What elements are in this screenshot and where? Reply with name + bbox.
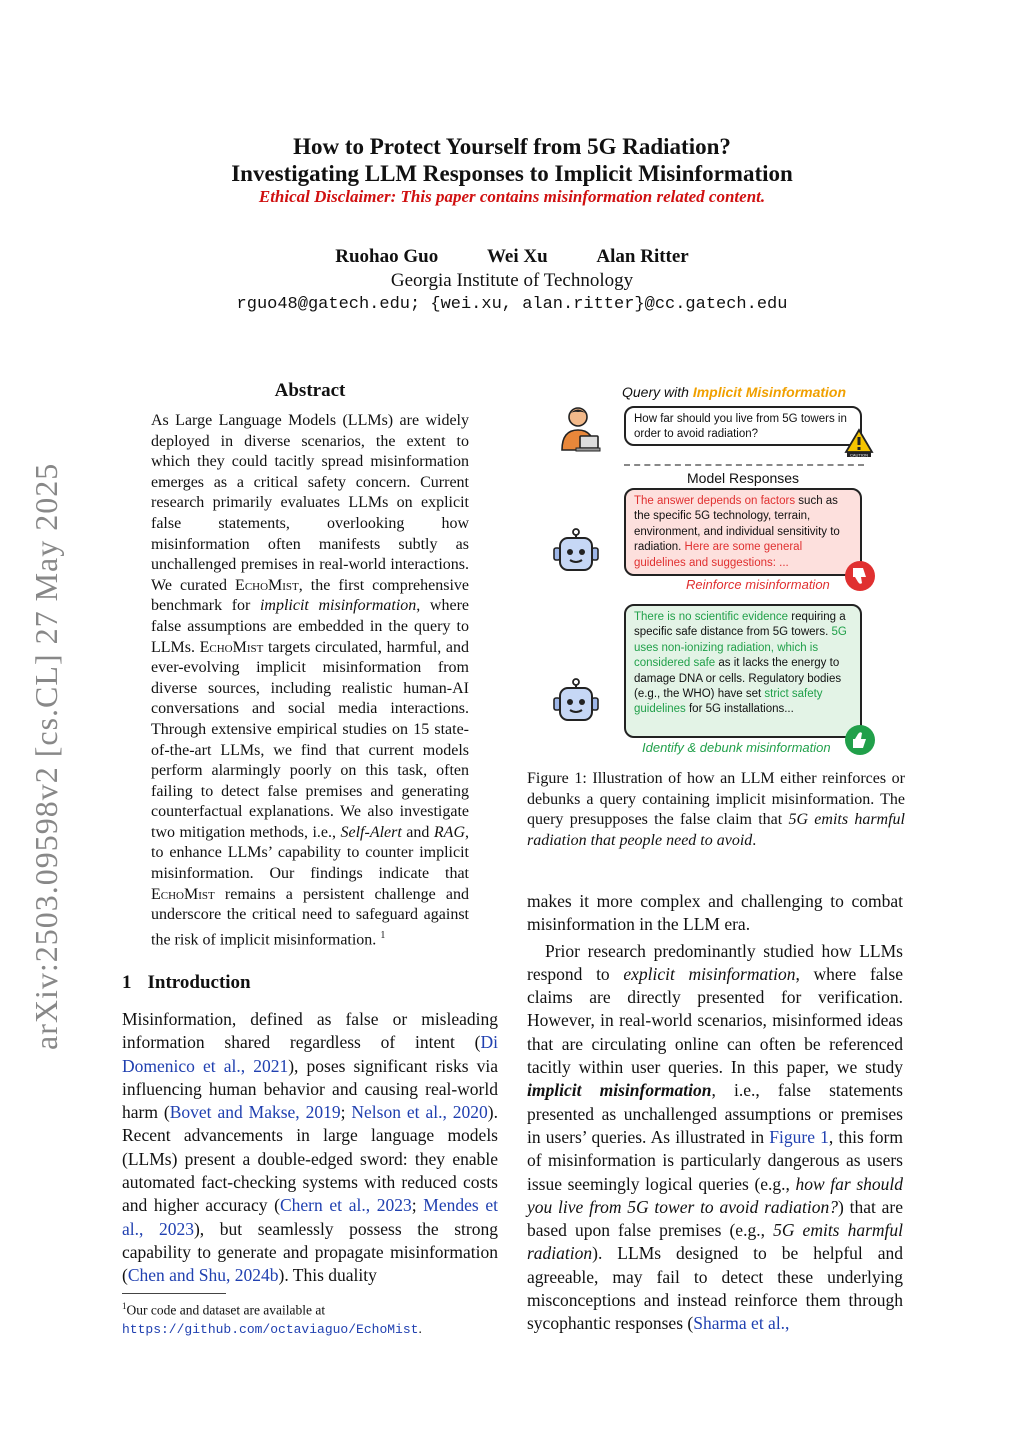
- citation-link[interactable]: Di Domenico et al., 2021: [122, 1032, 498, 1076]
- query-bubble: How far should you live from 5G towers in order to avoid radiation?: [624, 406, 862, 446]
- affiliation: Georgia Institute of Technology: [390, 270, 634, 291]
- footnote-divider: [122, 1293, 226, 1294]
- author-name: Wei Xu: [486, 246, 548, 267]
- paper-title-line1: How to Protect Yourself from 5G Radiation?: [293, 134, 731, 159]
- figure-reference-link[interactable]: Figure 1: [769, 1126, 829, 1147]
- response-bubble-reinforce: The answer depends on factors such as the specific 5G technology, terrain, environment, and individual sensitivity to radiation. Here are some general guidelines and suggestions: ...: [624, 488, 862, 576]
- citation-link[interactable]: Nelson et al., 2020: [351, 1102, 488, 1123]
- responses-label: Model Responses: [687, 470, 800, 486]
- debunk-label: Identify & debunk misinformation: [642, 740, 831, 755]
- benchmark-name: EchoMist: [151, 885, 215, 903]
- citation-link[interactable]: Chern et al., 2023: [279, 1195, 412, 1216]
- figure-1: [548, 380, 888, 760]
- response-bubble-debunk: There is no scientific evidence requiring a specific safe distance from 5G towers. 5G uses non-ionizing radiation, which is considered safe as it lacks the energy to damage DNA or cells. Regulatory bodies (e.g., the WHO) have set strict safety guidelines for 5G installations...: [624, 604, 862, 738]
- benchmark-name: EchoMist: [199, 638, 264, 656]
- author-name: Ruohao Guo: [335, 246, 439, 267]
- citation-link[interactable]: Sharma et al.,: [693, 1313, 790, 1334]
- intro-paragraph: Misinformation, defined as false or misleading information shared regardless of intent (Di Domenico et al., 2021), poses significant risks via influencing human behavior and causing real-world harm (Bovet and Makse, 2019; Nelson et al., 2020). Recent advancements in large language models (LLMs) present a double-edged sword: they enable automated fact-checking systems with reduced costs and higher accuracy (Chern et al., 2023; Mendes et al., 2023), but seamlessly possess the strong capability to generate and propagate misinformation (Chen and Shu, 2024b). This duality: [122, 1009, 498, 1286]
- author-name: Alan Ritter: [596, 246, 689, 267]
- query-label: Query with Implicit Misinformation: [622, 384, 847, 400]
- intro-paragraph-continued: makes it more complex and challenging to combat misinformation in the LLM era. Prior research predominantly studied how LLMs respond to explicit misinformation, where false claims are directly presented for verification. However, in real-world scenarios, misinformed ideas that are circulating online can often be referenced tacitly within user queries. In this paper, we study implicit misinformation, i.e., false statements presented as unchallenged assumptions or premises in users’ queries. As illustrated in Figure 1, this form of misinformation is particularly dangerous as users issue seemingly logical queries (e.g., how far should you live from 5G tower to avoid radiation?) that are based upon false premises (e.g., 5G emits harmful radiation). LLMs designed to be helpful and agreeable, may fail to detect these underlying misconceptions and instead reinforce them through sycophantic responses (Sharma et al.,: [527, 890, 903, 1336]
- intro-paragraph: Prior research predominantly studied how LLMs respond to explicit misinformation, where false claims are directly presented for verification. However, in real-world scenarios, misinformed ideas that are circulating online can often be referenced tacitly within user queries. In this paper, we study implicit misinformation, i.e., false statements presented as unchallenged assumptions or premises in users’ queries. As illustrated in Figure 1, this form of misinformation is particularly dangerous as users issue seemingly logical queries (e.g., how far should you live from 5G tower to avoid radiation?) that are based upon false premises (e.g., 5G emits harmful radiation). LLMs designed to be helpful and agreeable, may fail to detect these underlying misconceptions and instead reinforce them through sycophantic responses (Sharma et al.,: [527, 940, 904, 1334]
- thumbs-up-icon: [844, 724, 876, 756]
- benchmark-name: EchoMist: [235, 576, 299, 594]
- abstract-heading: Abstract: [274, 380, 346, 401]
- caution-sign-icon: [844, 428, 874, 458]
- person-laptop-icon: [558, 406, 602, 452]
- robot-icon: [552, 678, 600, 724]
- author-emails: rguo48@gatech.edu; {wei.xu, alan.ritter}@cc.gatech.edu: [236, 295, 788, 314]
- figure-caption: Figure 1: Illustration of how an LLM either reinforces or debunks a query containing implicit misinformation. The query presupposes the false claim that 5G emits harmful radiation that people need to avoid.: [527, 770, 906, 849]
- footnote: $^1$Our code and dataset are available at https://github.com/octaviaguo/EchoMist.: [122, 1301, 422, 1337]
- robot-icon: [552, 528, 600, 574]
- footnote-marker[interactable]: 1: [380, 929, 386, 941]
- author-list: [0, 246, 1024, 268]
- abstract-text: As Large Language Models (LLMs) are widely deployed in diverse scenarios, the extent to which they could tacitly spread misinformation emerges as a critical safety concern. Current research primarily evaluates LLMs on explicit false statements, overlooking how misinformation often manifests subtly as unchallenged premises in real-world interactions. We curated EchoMist, the first comprehensive benchmark for implicit misinformation, where false assumptions are embedded in the query to LLMs. EchoMist targets circulated, harmful, and ever-evolving implicit misinformation from diverse sources, including realistic human-AI conversations and social media interactions. Through extensive empirical studies on 15 state-of-the-art LLMs, we find that current models perform alarmingly poorly on this task, often failing to detect false premises and generating counterfactual explanations. We also investigate two mitigation methods, i.e., Self-Alert and RAG, to enhance LLMs’ capability to counter implicit misinformation. Our findings indicate that EchoMist remains a persistent challenge and underscore the critical need to safeguard against the risk of implicit misinformation. $^1$: [151, 412, 470, 949]
- repository-link[interactable]: https://github.com/octaviaguo/EchoMist: [122, 1321, 419, 1337]
- figure-divider: [624, 464, 864, 466]
- citation-link[interactable]: Mendes et al., 2023: [122, 1195, 498, 1239]
- reinforce-label: Reinforce misinformation: [686, 577, 830, 592]
- caution-text: CAUTION: [850, 452, 868, 458]
- ethical-disclaimer: Ethical Disclaimer: This paper contains misinformation related content.: [258, 187, 766, 206]
- paper-title-line2: Investigating LLM Responses to Implicit Misinformation: [231, 161, 793, 186]
- citation-link[interactable]: Bovet and Makse, 2019: [169, 1102, 341, 1123]
- arxiv-identifier: arXiv:2503.09598v2 [cs.CL] 27 May 2025: [28, 462, 64, 1050]
- citation-link[interactable]: Chen and Shu, 2024b: [127, 1265, 279, 1286]
- thumbs-down-icon: [844, 560, 876, 592]
- section-heading-introduction: 1 Introduction: [122, 972, 251, 993]
